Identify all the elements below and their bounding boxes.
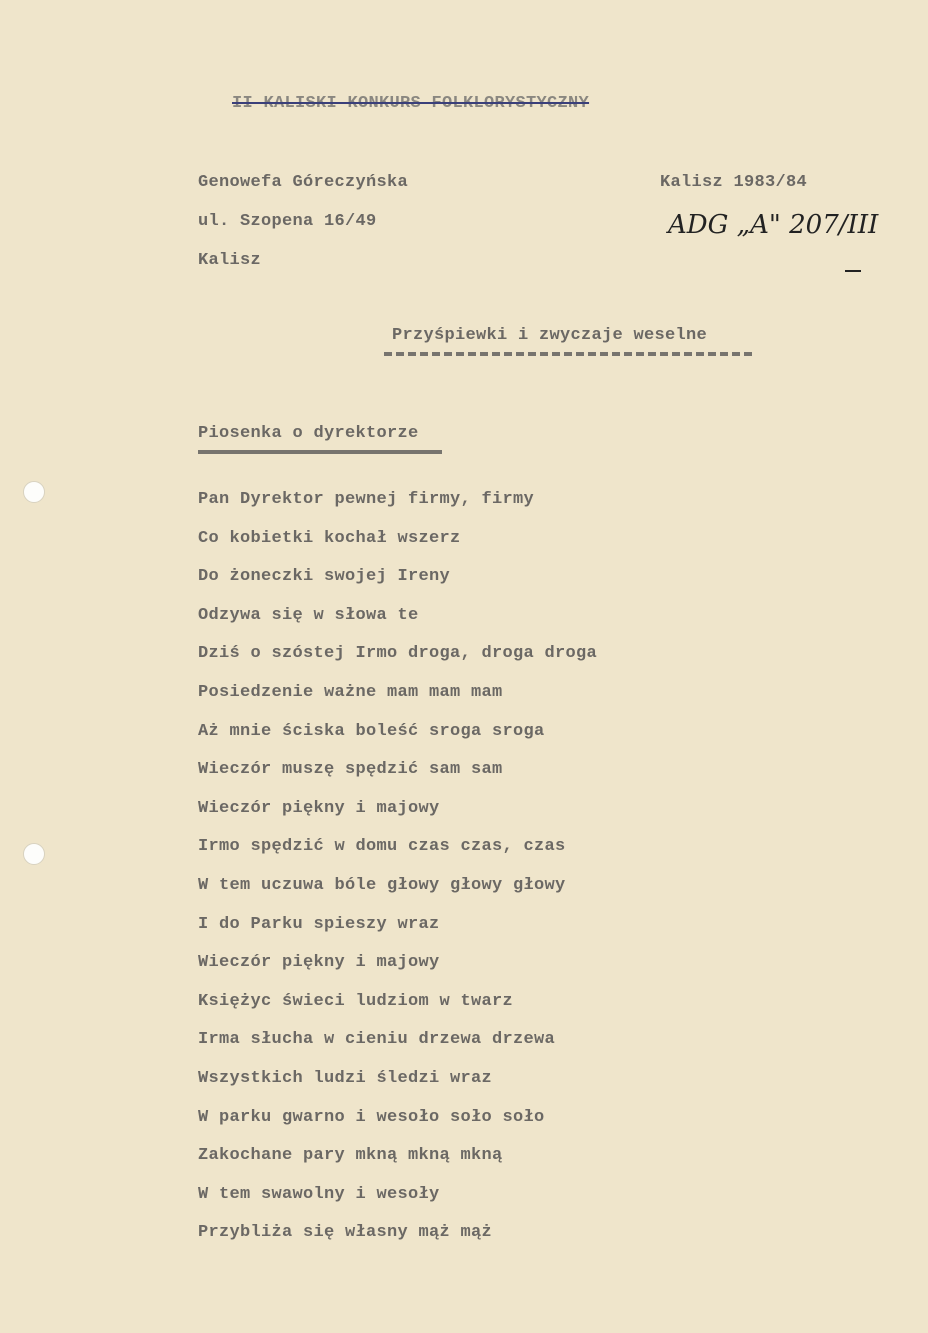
document-title: Przyśpiewki i zwyczaje weselne xyxy=(392,326,708,345)
punch-hole xyxy=(23,843,45,865)
lyric-line: Zakochane pary mkną mkną mkną xyxy=(198,1146,503,1166)
lyric-line: Co kobietki kochał wszerz xyxy=(198,528,461,548)
lyric-line: Do żoneczki swojej Ireny xyxy=(198,567,451,587)
lyric-line: W tem swawolny i wesoły xyxy=(198,1184,440,1204)
lyric-line: Wszystkich ludzi śledzi wraz xyxy=(198,1069,493,1088)
address-street: ul. Szopena 16/49 xyxy=(198,212,377,231)
lyric-line: Dziś o szóstej Irmo droga, droga droga xyxy=(198,644,598,664)
lyric-line: Odzywa się w słowa te xyxy=(198,605,419,625)
signature-underline xyxy=(845,270,861,272)
lyric-line: W tem uczuwa bóle głowy głowy głowy xyxy=(198,876,566,895)
lyric-line: I do Parku spieszy wraz xyxy=(198,914,440,934)
lyric-line: W parku gwarno i wesoło soło soło xyxy=(198,1107,545,1127)
author-name: Genowefa Góreczyńska xyxy=(198,173,409,192)
lyric-line: Wieczór piękny i majowy xyxy=(198,798,440,818)
lyric-line: Irmo spędzić w domu czas czas, czas xyxy=(198,837,566,857)
lyric-line: Irma słucha w cieniu drzewa drzewa xyxy=(198,1030,556,1050)
song-title: Piosenka o dyrektorze xyxy=(198,424,419,443)
lyric-line: Aż mnie ściska boleść sroga sroga xyxy=(198,721,545,741)
lyric-line: Pan Dyrektor pewnej firmy, firmy xyxy=(198,490,535,509)
lyric-line: Posiedzenie ważne mam mam mam xyxy=(198,683,503,702)
lyric-line: Wieczór piękny i majowy xyxy=(198,953,440,973)
address-city: Kalisz xyxy=(198,251,262,270)
struck-title: II KALISKI KONKURS FOLKLORYSTYCZNY xyxy=(232,94,590,113)
punch-hole xyxy=(23,481,45,503)
lyric-line: Wieczór muszę spędzić sam sam xyxy=(198,760,503,780)
song-title-underline xyxy=(198,450,442,454)
place-date: Kalisz 1983/84 xyxy=(660,173,808,192)
archive-signature: ADG „A" 207/III xyxy=(668,210,879,240)
lyric-line: Przybliża się własny mąż mąż xyxy=(198,1223,493,1243)
lyric-line: Księżyc świeci ludziom w twarz xyxy=(198,991,514,1011)
title-underline xyxy=(384,352,752,356)
